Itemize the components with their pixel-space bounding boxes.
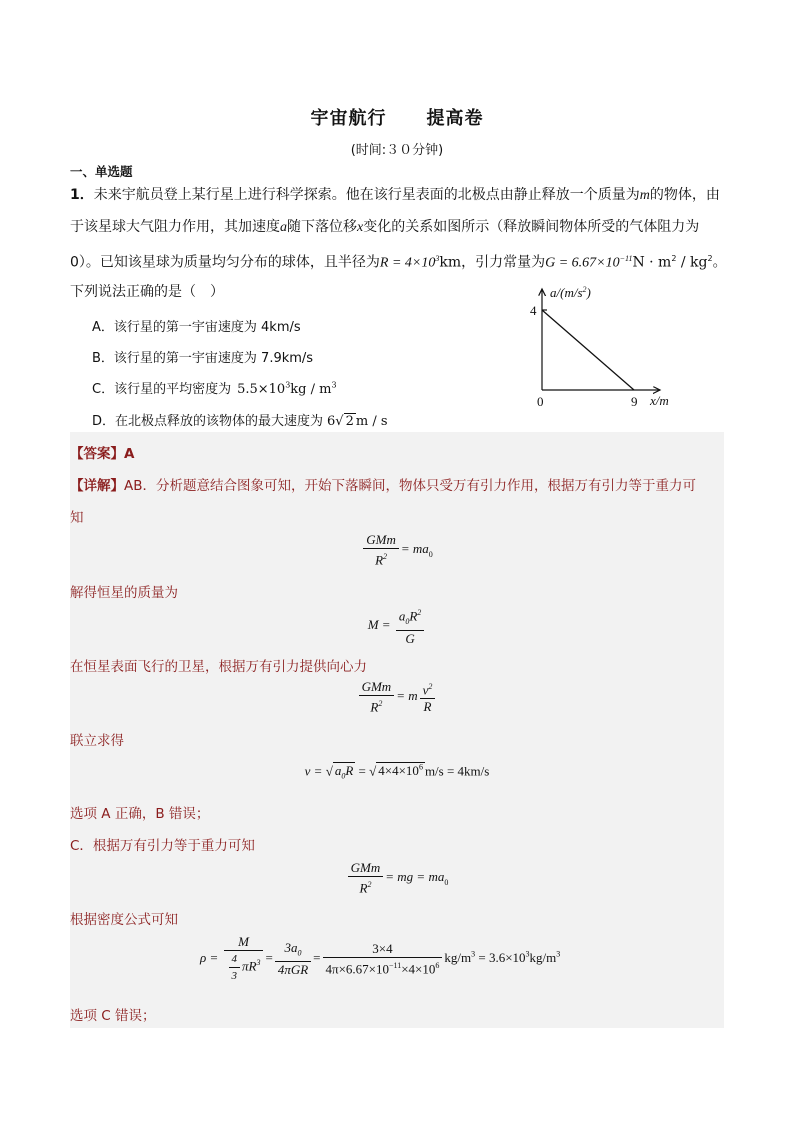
option-c[interactable]: C．该行星的平均密度为 $5.5\times 10^3kg / m^3$ [92,380,337,397]
equation-gravity-acceleration: $\frac{\text{GMm}}{R^2}$ = $ma_0$ [70,532,724,568]
equation-centripetal: $\frac{\text{GMm}}{R^2}$ = m $\frac{v^2}{R}$ [70,679,724,715]
question-line-1: 1．未来宇航员登上某行星上进行科学探索。他在该行星表面的北极点由静止释放一个质量为m的物体，由 [70,187,720,203]
equation-velocity: v = √ $a_0R$ = √ $4\times 4\times 10^6$ m/s = 4km/s [304,763,490,781]
detail-line-2: 知 [70,510,84,526]
time-limit: (时间:３０分钟) [350,143,444,158]
conclusion-ab: 选项 A 正确，B 错误； [70,806,210,822]
option-d[interactable]: D．在北极点释放的该物体的最大速度为 6√ 2 m / s [92,414,388,429]
option-b[interactable]: B．该行星的第一宇宙速度为 7.9km/s [92,351,314,366]
detail-line-1: 【详解】AB．分析题意结合图象可知，开始下落瞬间，物体只受万有引力作用，根据万有引力等于重力可 [70,478,696,494]
step-mass: 解得恒星的质量为 [70,585,178,601]
step-combine: 联立求得 [70,733,124,749]
equation-gravity-weight: $\frac{\text{GMm}}{R^2}$ = mg = $ma_0$ [70,860,724,896]
answer-line: 【答案】A [70,446,135,462]
step-density: 根据密度公式可知 [70,912,178,928]
question-number: 1． [70,187,94,203]
data-line [542,310,634,390]
acceleration-displacement-graph [520,283,680,413]
question-line-2: 于该星球大气阻力作用，其加速度a随下落位移x变化的关系如图所示（释放瞬间物体所受的气体阻力为 [70,219,700,235]
origin-label: 0 [537,394,544,409]
step-c: C．根据万有引力等于重力可知 [70,838,255,854]
title-part1: 宇宙航行 [310,108,387,129]
x-tick-label: 9 [631,394,638,409]
step-satellite: 在恒星表面飞行的卫星，根据万有引力提供向心力 [70,659,367,675]
x-axis-label: x/m [650,393,669,408]
y-tick-label: 4 [530,303,537,318]
question-line-4: 下列说法正确的是（ ） [70,284,224,300]
equation-density: ρ = M $\frac{4}{3}$ $\pi R^3$ = $\frac{3a_0}{\text{4πGR}}$ = $\frac{3\times 4}{4\pi\times 6.67\times 10^{-11}\times 4\times 10^6}$ $kg/m^3 = 3.6\times 10^3kg/m^3$ [200,934,561,982]
section-heading: 一、单选题 [70,164,133,179]
page-title [0,104,794,130]
conclusion-c: 选项 C 错误； [70,1008,156,1024]
option-a[interactable]: A．该行星的第一宇宙速度为 4km/s [92,320,301,335]
title-part2: 提高卷 [426,108,484,129]
equation-mass: M = $\frac{a_0R^2}{G}$ [70,605,724,647]
y-axis-label: $a/(m/s^2)$ [550,285,591,300]
question-line-3: 0）。已知该星球为质量均匀分布的球体，且半径为$R = 4\times 10^3km$，引力常量为$G = 6.67\times 10^{-11}N \cdot m^2 / kg^2$。 [70,254,727,271]
